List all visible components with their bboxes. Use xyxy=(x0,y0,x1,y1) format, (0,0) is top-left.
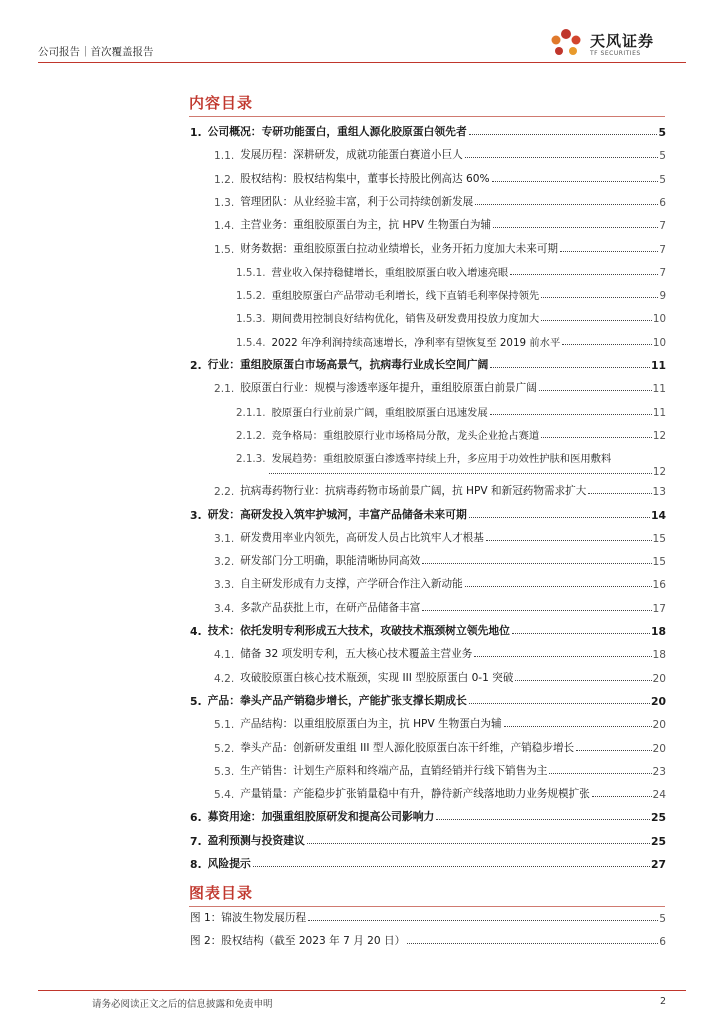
toc-entry-text: 储备 32 项发明专利，五大核心技术覆盖主营业务 xyxy=(240,648,473,661)
toc-leader-dots xyxy=(253,866,650,867)
toc-entry[interactable] xyxy=(190,830,666,848)
toc-entry-page: 13 xyxy=(652,486,666,499)
toc-entry-page: 11 xyxy=(650,359,666,372)
toc-entry-number: 2.2. xyxy=(214,486,235,499)
toc-entry-number: 2.1. xyxy=(214,383,235,396)
toc-entry[interactable] xyxy=(214,377,666,395)
toc-entry-page: 18 xyxy=(652,649,666,662)
toc-entry-number: 1.4. xyxy=(214,220,235,233)
toc-leader-dots xyxy=(422,610,651,611)
toc-leader-dots xyxy=(422,563,651,564)
toc-entry-number: 5.2. xyxy=(214,742,235,755)
page-number: 2 xyxy=(659,996,666,1007)
toc-entry[interactable] xyxy=(214,667,666,685)
toc-leader-dots xyxy=(490,367,650,368)
toc-entry-page: 20 xyxy=(652,742,666,755)
toc-entry-continuation xyxy=(269,464,666,478)
toc-entry[interactable] xyxy=(236,261,666,279)
toc-leader-dots xyxy=(592,796,652,797)
toc-entry-number: 4. xyxy=(190,625,202,638)
toc-leader-dots xyxy=(436,819,650,820)
toc-entry-text: 产品结构：以重组胶原蛋白为主，抗 HPV 生物蛋白为辅 xyxy=(240,718,502,731)
toc-entry-page: 20 xyxy=(652,672,666,685)
toc-entry[interactable] xyxy=(236,331,666,349)
toc-entry[interactable] xyxy=(190,690,666,708)
toc-entry[interactable] xyxy=(214,643,666,661)
header-divider xyxy=(38,62,686,63)
toc-entry-number: 8. xyxy=(190,858,202,871)
toc-entry[interactable] xyxy=(236,447,666,465)
toc-entry[interactable] xyxy=(214,191,666,209)
figure-entry-page: 5 xyxy=(659,913,666,925)
toc-entry-text: 胶原蛋白行业前景广阔，重组胶原蛋白迅速发展 xyxy=(271,406,488,419)
toc-entry-number: 1.5.1. xyxy=(236,266,266,279)
toc-leader-dots xyxy=(515,680,651,681)
toc-entry-page: 7 xyxy=(659,243,666,256)
toc-entry-number: 3. xyxy=(190,508,202,522)
toc-entry-number: 3.4. xyxy=(214,602,235,615)
toc-entry[interactable] xyxy=(214,527,666,545)
toc-entry[interactable] xyxy=(214,573,666,591)
toc-entry-text: 2022 年净利润持续高速增长，净利率有望恢复至 2019 前水平 xyxy=(271,336,561,349)
figures-title: 图表目录 xyxy=(189,884,254,902)
toc-entry[interactable] xyxy=(214,238,666,256)
toc-leader-dots xyxy=(308,920,658,921)
figure-entry-text: 图 2：股权结构（截至 2023 年 7 月 20 日） xyxy=(190,935,406,947)
toc-entry[interactable] xyxy=(236,284,666,302)
toc-entry-text: 多款产品获批上市，在研产品储备丰富 xyxy=(240,601,421,614)
toc-entry[interactable] xyxy=(190,853,666,871)
toc-entry-text: 拳头产品：创新研发重组 III 型人源化胶原蛋白冻干纤维，产销稳步增长 xyxy=(240,741,575,754)
toc-entry-number: 2.1.3. xyxy=(236,453,266,466)
toc-leader-dots xyxy=(541,320,652,321)
toc-leader-dots xyxy=(549,773,651,774)
toc-title: 内容目录 xyxy=(189,94,254,112)
toc-entry-number: 3.1. xyxy=(214,532,235,545)
toc-entry-text: 竞争格局：重组胶原行业市场格局分散，龙头企业抢占赛道 xyxy=(271,429,540,442)
toc-entry[interactable] xyxy=(214,144,666,162)
figure-entry-text: 图 1：锦波生物发展历程 xyxy=(190,912,307,924)
toc-entry-number: 2.1.1. xyxy=(236,406,266,419)
toc-entry-page: 5 xyxy=(658,126,666,139)
toc-entry-text: 营业收入保持稳健增长，重组胶原蛋白收入增速亮眼 xyxy=(271,266,509,279)
toc-entry-page: 25 xyxy=(650,834,666,848)
toc-entry-page: 18 xyxy=(650,625,666,638)
toc-entry-page: 24 xyxy=(652,789,666,802)
toc-leader-dots xyxy=(539,390,652,391)
page-header xyxy=(38,32,686,64)
toc-entry-page: 20 xyxy=(650,694,666,708)
toc-entry-number: 2.1.2. xyxy=(236,429,266,442)
toc-entry-page: 27 xyxy=(650,858,666,871)
toc-leader-dots xyxy=(541,437,652,438)
toc-leader-dots xyxy=(504,726,652,727)
toc-entry[interactable] xyxy=(214,168,666,186)
toc-entry-page: 14 xyxy=(650,508,666,522)
toc-entry-text: 股权结构：股权结构集中，董事长持股比例高达 60% xyxy=(240,172,490,185)
figure-entry-page: 6 xyxy=(659,936,666,948)
toc-entry-page: 10 xyxy=(652,336,666,349)
toc-entry-page: 17 xyxy=(652,602,666,615)
toc-leader-dots xyxy=(465,157,659,158)
toc-leader-dots xyxy=(269,473,652,474)
toc-entry-text: 抗病毒药物行业：抗病毒药物市场前景广阔，抗 HPV 和新冠药物需求扩大 xyxy=(240,485,587,498)
toc-entry-text: 胶原蛋白行业：规模与渗透率逐年提升，重组胶原蛋白前景广阔 xyxy=(240,382,537,395)
toc-leader-dots xyxy=(486,540,652,541)
toc-entry-page: 12 xyxy=(652,429,666,442)
toc-entry-page: 20 xyxy=(652,719,666,732)
toc-entry[interactable] xyxy=(190,504,666,522)
toc-entry[interactable] xyxy=(236,307,666,325)
toc-entry-page: 15 xyxy=(652,532,666,545)
toc-leader-dots xyxy=(560,251,658,252)
toc-entry-number: 4.2. xyxy=(214,672,235,685)
toc-leader-dots xyxy=(307,843,650,844)
toc-entry-number: 5.1. xyxy=(214,719,235,732)
toc-leader-dots xyxy=(510,274,658,275)
toc-entry[interactable] xyxy=(190,354,666,372)
toc-entry-text: 产品：拳头产品产销稳步增长，产能扩张支撑长期成长 xyxy=(207,693,467,707)
toc-entry-text: 发展趋势：重组胶原蛋白渗透率持续上升，多应用于功效性护肤和医用敷料 xyxy=(271,453,612,466)
toc-entry[interactable] xyxy=(190,620,666,638)
toc-entry-text: 技术：依托发明专利形成五大技术，攻破技术瓶颈树立领先地位 xyxy=(207,624,510,637)
toc-entry-number: 1.5.2. xyxy=(236,290,266,303)
toc-leader-dots xyxy=(512,633,650,634)
toc-entry-page: 7 xyxy=(659,220,666,233)
toc-entry-page: 11 xyxy=(652,406,666,419)
toc-leader-dots xyxy=(474,656,651,657)
toc-entry[interactable] xyxy=(236,401,666,419)
toc-entry-number: 1.5.4. xyxy=(236,336,266,349)
toc-entry-number: 7. xyxy=(190,834,202,848)
toc-leader-dots xyxy=(562,344,652,345)
toc-entry-text: 公司概况：专研功能蛋白，重组人源化胶原蛋白领先者 xyxy=(207,125,467,138)
toc-entry[interactable] xyxy=(214,737,666,755)
toc-leader-dots xyxy=(541,297,658,298)
toc-entry[interactable] xyxy=(214,550,666,568)
toc-leader-dots xyxy=(469,517,650,518)
toc-entry-page: 9 xyxy=(659,290,666,303)
toc-entry-page: 10 xyxy=(652,313,666,326)
toc-entry[interactable] xyxy=(214,713,666,731)
logo-subtitle: TF SECURITIES xyxy=(590,50,641,57)
toc-entry-number: 1.3. xyxy=(214,196,235,209)
toc-leader-dots xyxy=(469,703,650,704)
toc-entry[interactable] xyxy=(190,806,666,824)
toc-entry-page: 16 xyxy=(652,579,666,592)
figure-entry[interactable] xyxy=(190,930,666,948)
toc-leader-dots xyxy=(475,204,658,205)
toc-entry-text: 财务数据：重组胶原蛋白拉动业绩增长，业务开拓力度加大未来可期 xyxy=(240,242,559,255)
toc-entry-number: 1.5. xyxy=(214,243,235,256)
toc-entry-page: 6 xyxy=(659,196,666,209)
footer-divider xyxy=(38,990,686,991)
toc-entry-text: 募资用途：加强重组胶原研发和提高公司影响力 xyxy=(207,810,435,824)
report-type: 公司报告｜首次覆盖报告 xyxy=(38,46,154,58)
toc-entry-text: 生产销售：计划生产原料和终端产品，直销经销并行线下销售为主 xyxy=(240,764,548,777)
toc-entry[interactable] xyxy=(214,783,666,801)
toc-entry-page: 12 xyxy=(652,466,666,479)
toc-entry[interactable] xyxy=(214,597,666,615)
company-logo xyxy=(546,24,686,64)
toc-leader-dots xyxy=(493,227,658,228)
toc-leader-dots xyxy=(490,414,652,415)
toc-entry-number: 1. xyxy=(190,126,202,139)
toc-entry-page: 11 xyxy=(652,383,666,396)
toc-leader-dots xyxy=(469,134,658,135)
toc-entry[interactable] xyxy=(214,480,666,498)
toc-entry-number: 5.4. xyxy=(214,789,235,802)
toc-entry[interactable] xyxy=(190,121,666,139)
toc-entry-page: 7 xyxy=(659,266,666,279)
toc-title-rule xyxy=(189,116,665,117)
toc-entry-text: 风险提示 xyxy=(207,857,251,870)
toc-entry-text: 研发费用率业内领先，高研发人员占比筑牢人才根基 xyxy=(240,531,484,544)
toc-leader-dots xyxy=(492,181,659,182)
toc-leader-dots xyxy=(465,586,652,587)
toc-entry-page: 23 xyxy=(652,765,666,778)
toc-entry-text: 盈利预测与投资建议 xyxy=(207,833,305,847)
toc-entry-text: 行业：重组胶原蛋白市场高景气，抗病毒行业成长空间广阔 xyxy=(207,358,489,371)
toc-leader-dots xyxy=(407,943,658,944)
toc-entry-text: 产量销量：产能稳步扩张销量稳中有升，静待新产线落地助力业务规模扩张 xyxy=(240,788,590,801)
toc-entry-number: 2. xyxy=(190,359,202,372)
toc-entry[interactable] xyxy=(236,424,666,442)
toc-entry-number: 5.3. xyxy=(214,765,235,778)
figure-entry[interactable] xyxy=(190,907,666,925)
logo-flower-icon xyxy=(546,24,586,64)
toc-entry-page: 5 xyxy=(659,150,666,163)
toc-entry-number: 1.1. xyxy=(214,150,235,163)
toc-entry-page: 25 xyxy=(650,811,666,825)
toc-entry-page: 15 xyxy=(652,556,666,569)
toc-entry-text: 重组胶原蛋白产品带动毛利增长，线下直销毛利率保持领先 xyxy=(271,290,540,303)
toc-entry-page: 5 xyxy=(659,173,666,186)
toc-entry-number: 3.3. xyxy=(214,579,235,592)
toc-entry-text: 攻破胶原蛋白核心技术瓶颈，实现 III 型胶原蛋白 0-1 突破 xyxy=(240,671,514,684)
logo-name: 天风证券 xyxy=(590,32,655,50)
toc-entry-text: 发展历程：深耕研发，成就功能蛋白赛道小巨人 xyxy=(240,149,463,162)
toc-entry[interactable] xyxy=(214,760,666,778)
toc-entry-number: 6. xyxy=(190,811,202,825)
toc-entry-number: 3.2. xyxy=(214,556,235,569)
toc-entry-number: 1.5.3. xyxy=(236,313,266,326)
toc-leader-dots xyxy=(576,750,651,751)
toc-leader-dots xyxy=(588,493,651,494)
footer-disclaimer: 请务必阅读正文之后的信息披露和免责申明 xyxy=(92,999,273,1010)
toc-entry-text: 期间费用控制良好结构优化，销售及研发费用投放力度加大 xyxy=(271,313,540,326)
toc-entry-text: 管理团队：从业经验丰富，利于公司持续创新发展 xyxy=(240,195,474,208)
toc-entry-number: 4.1. xyxy=(214,649,235,662)
toc-entry-text: 研发：高研发投入筑牢护城河，丰富产品储备未来可期 xyxy=(207,507,467,521)
toc-entry[interactable] xyxy=(214,214,666,232)
toc-entry-number: 5. xyxy=(190,694,202,708)
toc-entry-text: 自主研发形成有力支撑，产学研合作注入新动能 xyxy=(240,578,463,591)
toc-entry-text: 主营业务：重组胶原蛋白为主，抗 HPV 生物蛋白为辅 xyxy=(240,219,492,232)
toc-entry-number: 1.2. xyxy=(214,173,235,186)
toc-entry-text: 研发部门分工明确，职能清晰协同高效 xyxy=(240,555,421,568)
